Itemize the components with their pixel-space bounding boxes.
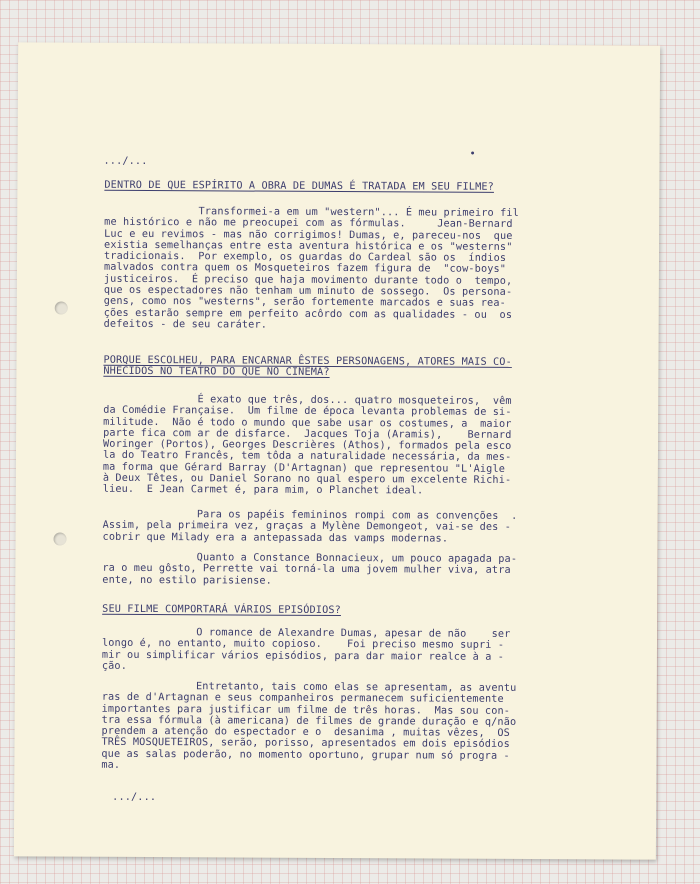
- section-2-paragraph-2: Para os papéis femininos rompi com as convenções . Assim, pela primeira vez, graças a Mylène Demongeot, vai-se des - cobrir que Milady era a antepassada das vamps modernas.: [102, 508, 518, 545]
- page-ref-bottom: .../...: [112, 791, 157, 804]
- section-3-paragraph-1: O romance de Alexandre Dumas, apesar de não ser longo é, no entanto, muito copioso. Foi preciso mesmo supri - mir ou simplificar vários episódios, para dar maior realce à a - ção.: [101, 626, 511, 672]
- section-heading-2: PORQUE ESCOLHEU, PARA ENCARNAR ÊSTES PERSONAGENS, ATORES MAIS CO- NHECIDOS NO TEATRO DO QUE NO CINEMA?: [103, 354, 512, 379]
- section-heading-3: SEU FILME COMPORTARÁ VÁRIOS EPISÓDIOS?: [102, 603, 341, 617]
- section-1-paragraph-1: Transformei-a em um "western"... É meu primeiro fil me histórico e não me preocupei com as fórmulas. Jean-Bernard Luc e eu revimos - mas não corrigimos! Dumas, e, pareceu-nos que existia semelhanças entre esta aventura histórica e os "westerns" tradicionais. Por exemplo, os guardas do Cardeal são os índios malvados contra quem os Mosqueteiros fazem figura de "cow-boys" justiceiros. É preciso que haja movimento durante todo o tempo, que os espectadores não tenham um minuto de sossego. Os persona- gens, como nos "westerns", serão fortemente marcados e suas rea- ções estarão sempre em perfeito acôrdo com as qualidades - ou os defeitos - de seu caráter.: [103, 205, 519, 331]
- section-3-paragraph-2: Entretanto, tais como elas se apresentam, as aventu ras de d'Artagnan e seus companheiros permanecem suficientemente importantes para justificar um filme de três horas. Mas sou con- tra essa fórmula (à americana) de filmes de grande duração e q/não prendem a atenção do espectador e o desanima , muitas vêzes, OS TRÊS MOSQUETEIROS, serão, porisso, apresentados em dois episódios que as salas poderão, no momento oportuno, grupar num só progra - ma.: [101, 680, 517, 771]
- page-ref-top: .../...: [103, 155, 148, 168]
- page-mark: •: [469, 148, 476, 160]
- section-2-paragraph-1: É exato que três, dos... quatro mosqueteiros, vêm da Comédie Française. Um filme de época levanta problemas de si- militude. Não é todo o mundo que sabe usar os costumes, a maior parte fica com ar de disfarce. Jacques Toja (Aramis), Bernard Woringer (Portos), Georges Descrières (Athos), formados pela esco la do Teatro Francês, tem tôda a naturalidade necessária, da mes- ma forma que Gérard Barray (D'Artagnan) que representou "L'Aigle à Deux Têtes, ou Daniel Sorano no qual espero um excelente Richi- lieu. E Jean Carmet é, para mim, o Planchet ideal.: [102, 393, 512, 497]
- punch-hole-bottom: [54, 533, 67, 546]
- typewritten-page: [14, 42, 660, 859]
- section-2-paragraph-3: Quanto a Constance Bonnacieux, um pouco apagada pa- ra o meu gôsto, Perrette vai torná-la uma jovem mulher viva, atra ente, no estilo parisiense.: [102, 551, 518, 587]
- section-heading-1: DENTRO DE QUE ESPÍRITO A OBRA DE DUMAS É TRATADA EM SEU FILME?: [104, 179, 494, 193]
- punch-hole-top: [55, 302, 68, 315]
